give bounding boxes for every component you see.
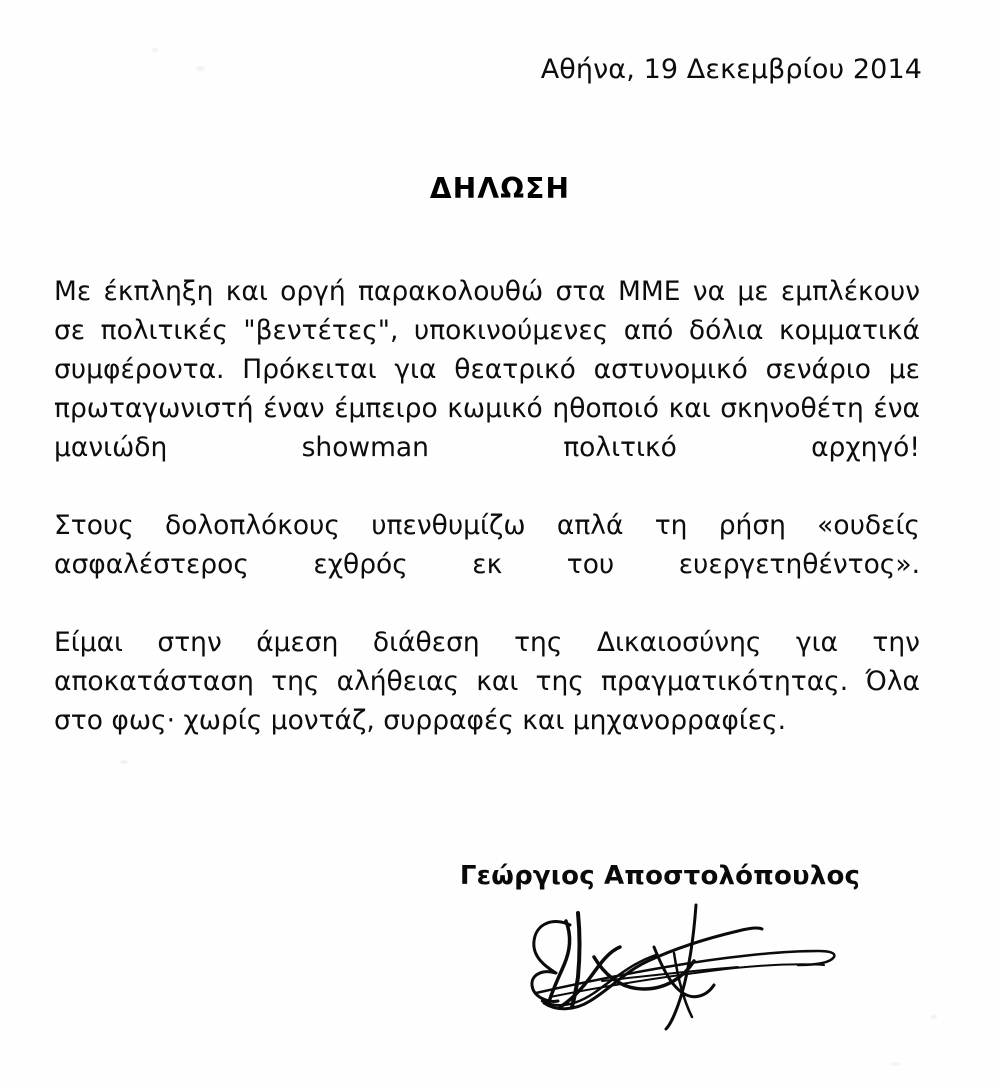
scan-speckle (120, 760, 128, 764)
body-paragraph: Στους δολοπλόκους υπενθυμίζω απλά τη ρήση «ουδείς ασφαλέστερος εχθρός εκ του ευεργετηθέντος». (54, 510, 920, 580)
title-container (0, 172, 1000, 205)
document-body (54, 272, 920, 740)
body-paragraph: Με έκπληξη και οργή παρακολουθώ στα ΜΜΕ να με εμπλέκουν σε πολιτικές "βεντέτες", υποκινούμενες από δόλια κομματικά συμφέροντα. Πρόκειται για θεατρικό αστυνομικό σενάριο με πρωταγωνιστή έναν έμπειρο κωμικό ηθοποιό και σκηνοθέτη ένα μανιώδη showman πολιτικό αρχηγό! (54, 276, 920, 463)
date-line: Αθήνα, 19 Δεκεμβρίου 2014 (540, 54, 922, 85)
signatory-name: Γεώργιος Αποστολόπουλος (459, 861, 861, 891)
page-title: ΔΗΛΩΣΗ (429, 172, 571, 205)
scan-speckle (930, 1015, 937, 1019)
body-paragraph: Είμαι στην άμεση διάθεση της Δικαιοσύνης για την αποκατάσταση της αλήθειας και της πραγματικότητας. Όλα στο φως· χωρίς μοντάζ, συρραφές και μηχανορραφίες. (54, 627, 920, 736)
scan-speckle (890, 1062, 900, 1066)
scan-speckle (152, 48, 158, 52)
handwritten-signature (498, 893, 848, 1033)
